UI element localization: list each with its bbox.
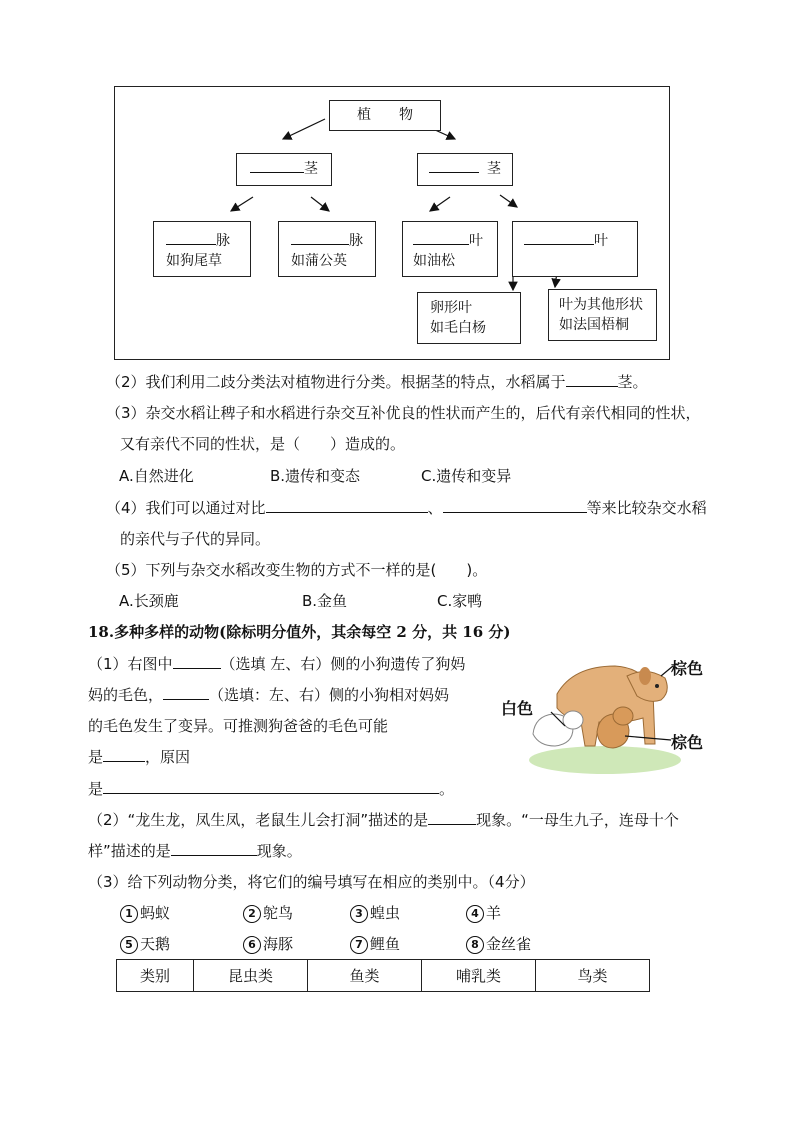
other-leaf-box (548, 289, 657, 341)
q5-option-c[interactable]: C.家鸭 (437, 592, 483, 610)
question-4-line2: 的亲代与子代的异同。 (120, 530, 271, 548)
table-header-mammals[interactable]: 哺乳类 (422, 960, 536, 992)
label-white-puppy: 白色 (501, 699, 534, 718)
number-6-badge: 6 (243, 936, 261, 954)
leaf-vein-box-1 (153, 221, 251, 277)
question-2: （2）我们利用二歧分类法对植物进行分类。根据茎的特点，水稻属于 茎。 (106, 373, 648, 391)
stem-left-box (236, 153, 332, 186)
number-7-badge: 7 (350, 936, 368, 954)
animal-1: 1 蚂蚁 (120, 902, 170, 924)
stem-right-box (417, 153, 513, 186)
label-brown-puppy: 棕色 (671, 733, 704, 752)
table-header-category: 类别 (117, 960, 194, 992)
s18-p2-line2: 样”描述的是 现象。 (88, 842, 302, 860)
number-5-badge: 5 (120, 936, 138, 954)
sub1-line1: 卵形叶 (430, 300, 472, 316)
animal-6: 6 海豚 (243, 933, 293, 955)
table-header-birds[interactable]: 鸟类 (536, 960, 650, 992)
label-brown-mother: 棕色 (671, 659, 704, 678)
leaf1-blank[interactable] (166, 229, 216, 245)
number-8-badge: 8 (466, 936, 484, 954)
s18-p1-line2: 妈的毛色， （选填：左、右）侧的小狗相对妈妈 (88, 686, 450, 704)
q3-option-a[interactable]: A.自然进化 (119, 467, 194, 485)
s18-p3: （3）给下列动物分类，将它们的编号填写在相应的类别中。（4分） (88, 873, 535, 891)
s18-p1-line3: 的毛色发生了变异。可推测狗爸爸的毛色可能 (88, 717, 389, 735)
number-3-badge: 3 (350, 905, 368, 923)
table-row (117, 960, 650, 992)
animal-7: 7 鲤鱼 (350, 933, 400, 955)
stem-left-blank[interactable] (250, 157, 304, 173)
s18-p1-blank-2[interactable] (163, 684, 209, 700)
s18-p1-blank-3[interactable] (103, 746, 145, 762)
stem-left-label: 茎 (304, 161, 318, 177)
s18-p2-line1: （2）“龙生龙，凤生凤，老鼠生儿会打洞”描述的是 现象。“一母生九子，连母十个 (88, 811, 679, 829)
leaf3-label: 叶 (469, 233, 483, 249)
q3-option-c[interactable]: C.遗传和变异 (421, 467, 512, 485)
s18-p1-line4: 是 ，原因 (88, 748, 191, 766)
leaf4-label: 叶 (594, 233, 608, 249)
animal-classification-table (116, 959, 650, 992)
table-header-fish[interactable]: 鱼类 (308, 960, 422, 992)
dog-family-illustration (495, 652, 713, 778)
question-4-line1: （4）我们可以通过对比 、 等来比较杂交水稻 (106, 499, 707, 517)
q4-blank-1[interactable] (266, 497, 428, 513)
leaf4-blank[interactable] (524, 229, 594, 245)
s18-p2-blank-1[interactable] (428, 809, 476, 825)
q5-option-a[interactable]: A.长颈鹿 (119, 592, 179, 610)
stem-right-blank[interactable] (429, 157, 479, 173)
table-header-insects[interactable]: 昆虫类 (194, 960, 308, 992)
leaf-vein-box-2 (278, 221, 376, 277)
q5-option-b[interactable]: B.金鱼 (302, 592, 348, 610)
sub2-line1: 叶为其他形状 (559, 297, 643, 313)
question-3-line1: （3）杂交水稻让稗子和水稻进行杂交互补优良的性状而产生的，后代有亲代相同的性状， (106, 404, 701, 422)
s18-p1-line5: 是 。 (88, 780, 455, 798)
leaf2-example: 如蒲公英 (291, 253, 347, 269)
plant-classification-diagram (114, 86, 670, 360)
s18-p2-blank-2[interactable] (171, 840, 257, 856)
s18-p1-blank-4[interactable] (103, 778, 439, 794)
leaf1-example: 如狗尾草 (166, 253, 222, 269)
number-4-badge: 4 (466, 905, 484, 923)
section-18-title: 18.多种多样的动物(除标明分值外，其余每空 2 分，共 16 分) (88, 623, 511, 641)
sub1-line2: 如毛白杨 (430, 320, 486, 336)
ovate-leaf-box (417, 292, 521, 344)
leaf-shape-box-4 (512, 221, 638, 277)
root-box (329, 100, 441, 131)
number-1-badge: 1 (120, 905, 138, 923)
leaf3-example: 如油松 (413, 253, 455, 269)
number-2-badge: 2 (243, 905, 261, 923)
animal-8: 8 金丝雀 (466, 933, 531, 955)
animal-5: 5 天鹅 (120, 933, 170, 955)
sub2-line2: 如法国梧桐 (559, 317, 629, 333)
q2-blank[interactable] (566, 371, 618, 387)
leaf2-blank[interactable] (291, 229, 349, 245)
animal-4: 4 羊 (466, 902, 501, 924)
leaf-shape-box-3 (402, 221, 498, 277)
root-label: 植 物 (357, 107, 413, 123)
animal-3: 3 蝗虫 (350, 902, 400, 924)
leaf3-blank[interactable] (413, 229, 469, 245)
q4-blank-2[interactable] (443, 497, 587, 513)
s18-p1-line1: （1）右图中 （选填 左、右）侧的小狗遗传了狗妈 (88, 655, 466, 673)
q3-option-b[interactable]: B.遗传和变态 (270, 467, 361, 485)
question-5: （5）下列与杂交水稻改变生物的方式不一样的是( )。 (106, 561, 488, 579)
s18-p1-blank-1[interactable] (173, 653, 221, 669)
leaf1-label: 脉 (216, 233, 230, 249)
leaf2-label: 脉 (349, 233, 363, 249)
animal-2: 2 鸵鸟 (243, 902, 293, 924)
question-3-line2: 又有亲代不同的性状，是（ ）造成的。 (120, 435, 406, 453)
stem-right-label: 茎 (487, 161, 501, 177)
